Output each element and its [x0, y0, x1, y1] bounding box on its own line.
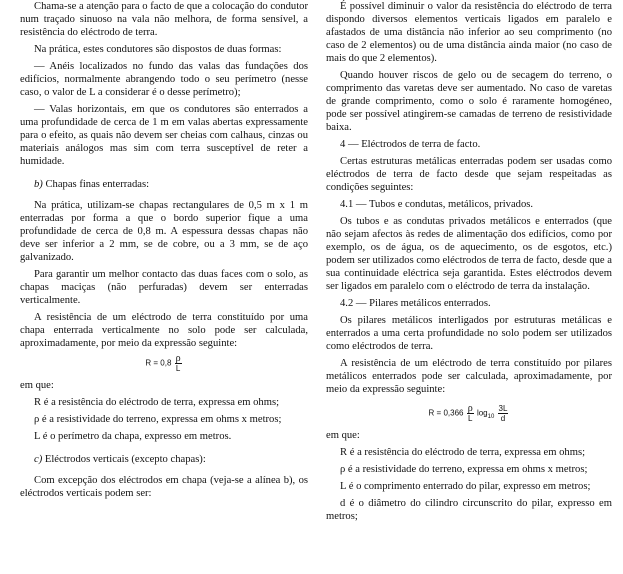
- formula-fraction: [175, 354, 182, 373]
- formula-lhs: R = 0,8: [145, 358, 172, 368]
- section-label: b): [34, 179, 43, 190]
- definition: L é o comprimento enterrado do pilar, expresso em metros;: [340, 481, 591, 492]
- paragraph: É possível diminuir o valor da resistência do eléctrodo de terra dispondo diversos elementos verticais ligados em paralelo e afastados de uma distância não inferior ao seu comprimento (no caso de 2 elementos) ou de uma distância ainda maior (no caso de mais do que 2 elementos).: [326, 1, 612, 64]
- list-item: — Anéis localizados no fundo das valas das fundações dos edifícios, normalmente abrangendo todo o seu perímetro (nesse caso, o valor de L a considerar é o desse perímetro);: [20, 61, 308, 98]
- definition: d é o diâmetro do cilindro circunscrito do pilar, expresso em metros;: [326, 498, 612, 522]
- formula-log-base: 10: [487, 414, 495, 421]
- section-heading-b: [20, 178, 308, 191]
- definition: R é a resistência do eléctrodo de terra, expressa em ohms;: [340, 447, 586, 458]
- definition: ρ é a resistividade do terreno, expressa em ohms x metros;: [340, 464, 588, 475]
- formula-log: log: [476, 408, 488, 418]
- formula-denominator: L: [467, 414, 473, 423]
- paragraph: A resistência de um eléctrodo de terra constituído por uma chapa enterrada verticalmente no solo pode ser calculada, aproximadamente, por meio da expressão seguinte:: [20, 312, 308, 349]
- formula-pillar-resistance: [326, 404, 612, 423]
- formula-plate-resistance: [20, 354, 308, 373]
- formula-fraction: [467, 404, 474, 423]
- section-heading-c: [20, 453, 308, 466]
- paragraph: Quando houver riscos de gelo ou de secagem do terreno, o comprimento das varetas deve ser aumentado. No caso de varetas de grande comprimento, como o solo é raramente homogéneo, pode ser possível atingirem-se camadas de terreno de resistividade baixa.: [326, 70, 612, 133]
- right-column: [326, 0, 612, 527]
- paragraph: Chama-se a atenção para o facto de que a colocação do condutor num traçado sinuoso na vala não melhora, de forma sensível, a resistência do eléctrodo de terra.: [20, 1, 308, 38]
- formula-lhs: R = 0,366: [428, 408, 464, 418]
- paragraph: em que:: [326, 430, 360, 441]
- section-heading-4-2: 4.2 — Pilares metálicos enterrados.: [340, 298, 491, 309]
- paragraph: em que:: [20, 380, 54, 391]
- section-heading-4: 4 — Eléctrodos de terra de facto.: [340, 139, 481, 150]
- formula-numerator: ρ: [467, 403, 473, 414]
- definition: ρ é a resistividade do terreno, expressa em ohms x metros;: [34, 414, 282, 425]
- paragraph: Para garantir um melhor contacto das duas faces com o solo, as chapas maciças (não perfuradas) devem ser enterradas verticalmente.: [20, 269, 308, 306]
- formula-denominator: L: [175, 364, 181, 373]
- left-column: [20, 0, 308, 504]
- formula-denominator-2: d: [500, 414, 506, 423]
- section-title: Eléctrodos verticais (excepto chapas):: [44, 454, 206, 465]
- list-item: — Valas horizontais, em que os condutores são enterrados a uma profundidade de cerca de 1 m em valas abertas expressamente para o efeito, as quais não devem ser cheias com calhaus, cinzas ou materiais análogos mas sim com terra susceptível de reter a humidade.: [20, 104, 308, 167]
- paragraph: A resistência de um eléctrodo de terra constituído por pilares metálicos enterrados pode ser calculada, aproximadamente, por meio da expressão seguinte:: [326, 358, 612, 395]
- paragraph: Na prática, utilizam-se chapas rectangulares de 0,5 m x 1 m enterradas por forma a que o bordo superior fique a uma profundidade de cerca de 0,8 m. A espessura dessas chapas não deve ser inferior a 2 mm, se de cobre, ou a 3 mm, se de aço galvanizado.: [20, 200, 308, 263]
- section-title: Chapas finas enterradas:: [45, 179, 150, 190]
- formula-numerator: ρ: [175, 353, 181, 364]
- paragraph: Os pilares metálicos interligados por estruturas metálicas e enterrados a uma certa profundidade no solo podem ser utilizados como eléctrodos de terra.: [326, 315, 612, 352]
- paragraph: Com excepção dos eléctrodos em chapa (veja-se a alínea b), os eléctrodos verticais podem ser:: [20, 475, 308, 499]
- formula-numerator-2: 3L: [498, 404, 508, 413]
- section-label: c): [34, 454, 43, 465]
- paragraph: Certas estruturas metálicas enterradas podem ser usadas como eléctrodos de terra de facto desde que sejam respeitadas as condições seguintes:: [326, 156, 612, 193]
- definition: R é a resistência do eléctrodo de terra, expressa em ohms;: [34, 397, 280, 408]
- paragraph: Na prática, estes condutores são dispostos de duas formas:: [34, 44, 282, 55]
- formula-fraction-2: [498, 404, 509, 423]
- definition: L é o perímetro da chapa, expresso em metros.: [34, 431, 232, 442]
- section-heading-4-1: 4.1 — Tubos e condutas, metálicos, privados.: [340, 199, 534, 210]
- paragraph: Os tubos e as condutas privados metálicos e enterrados (que não sejam afectos às redes de alimentação dos edifícios, como por exemplo, os de água, os de aquecimento, os de esgotos, etc.) podem ser utilizados como eléctrodos de terra de facto, desde que a sua continuidade eléctrica seja garantida. Estes eléctrodos devem ser ligados em paralelo com o eléctrodo de terra da instalação.: [326, 216, 612, 292]
